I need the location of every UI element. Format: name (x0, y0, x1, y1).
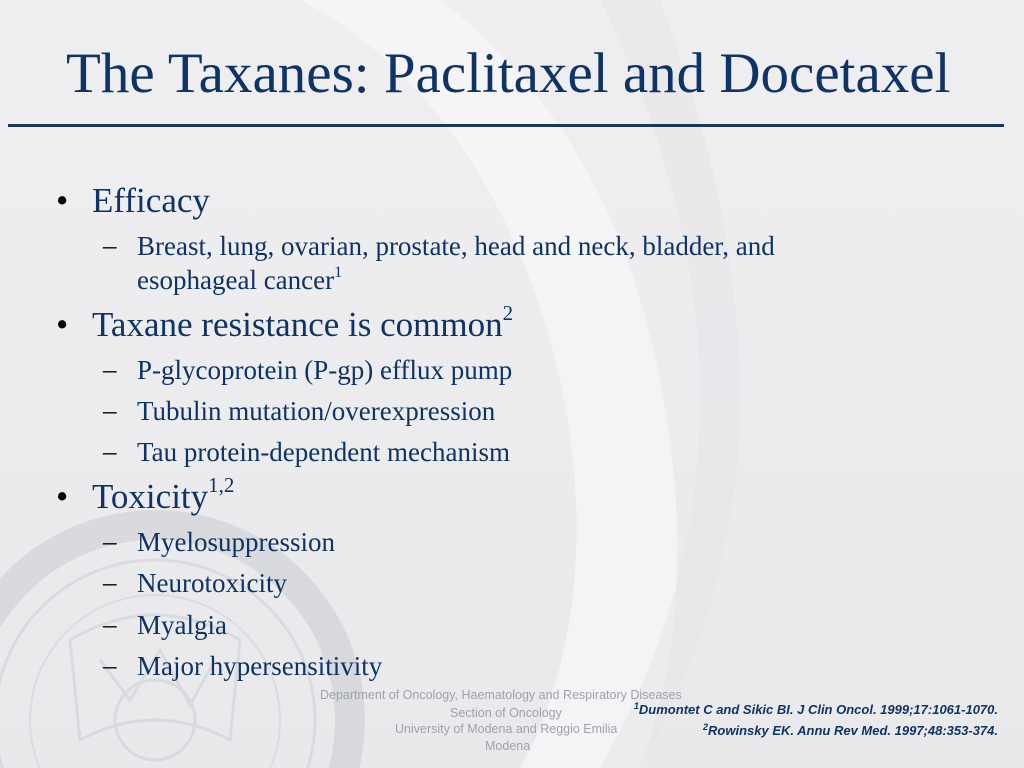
sub-item-neurotoxicity: Neurotoxicity (137, 568, 287, 598)
sub-item-cancer-types: Breast, lung, ovarian, prostate, head and neck, bladder, and (137, 231, 775, 261)
dept-line: Modena (485, 739, 531, 753)
sub-item-tau-protein: Tau protein-dependent mechanism (137, 437, 510, 467)
dash-glyph: – (103, 230, 117, 260)
title-divider (8, 124, 1004, 127)
bullet-toxicity: Toxicity$^{1,2}$ (92, 473, 235, 516)
sub-item-myelosuppression: Myelosuppression (137, 527, 335, 557)
dash-glyph: – (103, 395, 117, 425)
dash-glyph: – (103, 436, 117, 466)
bullet-glyph: • (56, 305, 69, 344)
dash-glyph: – (103, 526, 117, 556)
citation-superscript: 1,2 (208, 473, 235, 498)
bullet-glyph: • (56, 181, 69, 220)
dept-line: Section of Oncology (450, 706, 562, 720)
references (634, 700, 998, 742)
sub-item-myalgia: Myalgia (137, 610, 227, 640)
sub-item-pgp-efflux: P-glycoprotein (P-gp) efflux pump (137, 355, 513, 385)
dept-line: Department of Oncology, Haematology and Respiratory Diseases (320, 688, 682, 702)
reference-2: $^2$Rowinsky EK. Annu Rev Med. 1997;48:353-374. (702, 722, 998, 738)
reference-1: $^1$Dumontet C and Sikic BI. J Clin Oncol. 1999;17:1061-1070. (633, 701, 998, 717)
dash-glyph: – (103, 609, 117, 639)
dash-glyph: – (103, 354, 117, 384)
citation-superscript: 1 (334, 262, 343, 281)
citation-superscript: 2 (502, 301, 514, 326)
sub-item-cancer-types-continued: esophageal cancer$^1$ (137, 262, 343, 295)
bullet-glyph: • (56, 477, 69, 516)
dept-line: University of Modena and Reggio Emilia (395, 722, 618, 736)
bullet-taxane-resistance: Taxane resistance is common$^2$ (92, 301, 514, 344)
sub-item-hypersensitivity: Major hypersensitivity (137, 651, 383, 681)
bullet-efficacy: Efficacy (92, 181, 210, 220)
sub-item-tubulin: Tubulin mutation/overexpression (137, 396, 496, 426)
slide-title: The Taxanes: Paclitaxel and Docetaxel (66, 42, 951, 105)
dash-glyph: – (103, 567, 117, 597)
university-seal-icon (0, 525, 350, 768)
dash-glyph: – (103, 650, 117, 680)
